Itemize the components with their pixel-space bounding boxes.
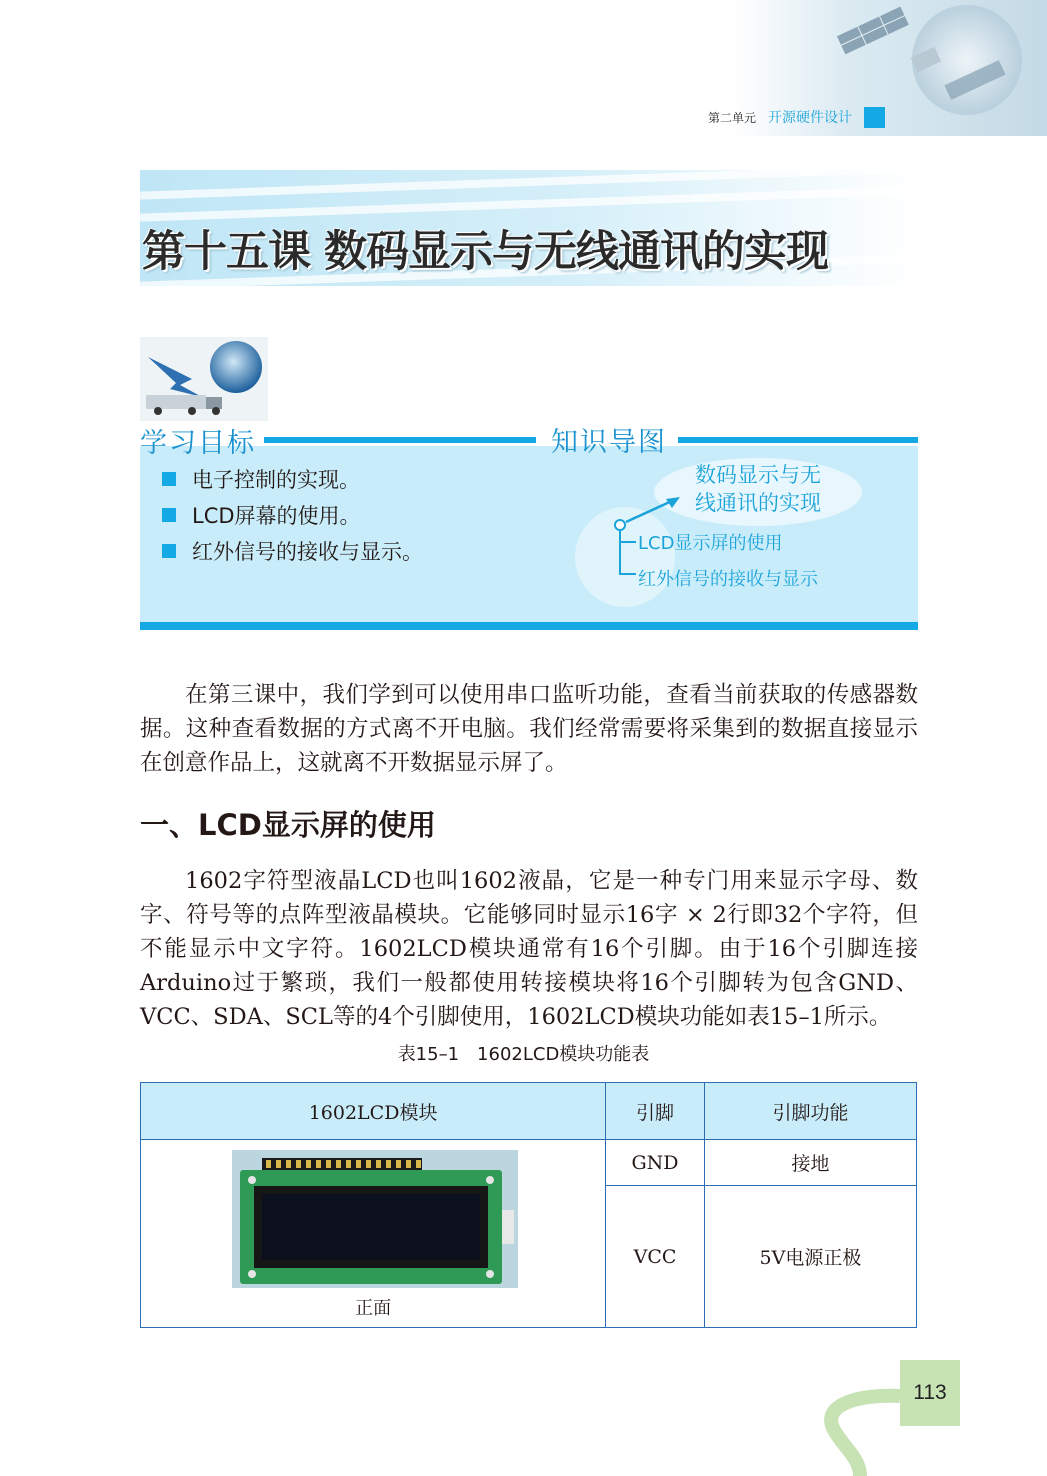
- mindmap-branch-2: 红外信号的接收与显示: [638, 569, 818, 590]
- lcd-function-table: [140, 1082, 918, 1329]
- objectives-label: 学习目标: [140, 428, 256, 459]
- table-header-module: 1602LCD模块: [141, 1083, 606, 1140]
- section-heading-lcd: 一、LCD显示屏的使用: [140, 808, 436, 842]
- lesson-banner: [140, 170, 918, 286]
- square-bullet-icon: [162, 472, 176, 486]
- table-header-pin: 引脚: [606, 1083, 705, 1140]
- pin-cell: GND: [606, 1140, 705, 1186]
- intro-paragraph: 在第三课中，我们学到可以使用串口监听功能，查看当前获取的传感器数据。这种查看数据的方式离不开电脑。我们经常需要将采集到的数据直接显示在创意作品上，这就离不开数据显示屏了。: [140, 682, 918, 776]
- objective-text: 电子控制的实现。: [192, 468, 360, 492]
- photo-caption: 正面: [355, 1298, 392, 1319]
- mindmap-center-line1: 数码显示与无: [695, 463, 821, 487]
- page-number: 113: [900, 1360, 960, 1426]
- running-head: [708, 106, 885, 128]
- objective-item: [162, 536, 423, 566]
- objective-item: [162, 500, 361, 530]
- running-head-square: [864, 107, 885, 128]
- table-caption: 表15–1 1602LCD模块功能表: [397, 1044, 650, 1065]
- unit-label: 第二单元: [707, 110, 756, 125]
- mindmap-center-line2: 线通讯的实现: [695, 491, 821, 515]
- module-photo-cell: [141, 1140, 606, 1328]
- square-bullet-icon: [162, 508, 176, 522]
- knowledge-mindmap: [570, 452, 870, 622]
- panel-bottom-bar: [140, 622, 918, 630]
- knowledge-map-label: 知识导图: [551, 427, 667, 458]
- lcd-paragraph: 1602字符型液晶LCD也叫1602液晶，它是一种专门用来显示字母、数字、符号等的点阵型液晶模块。它能够同时显示16字 × 2行即32个字符，但不能显示中文字符。1602LCD模块通常有16个引脚。由于16个引脚连接Arduino过于繁琐，我们一般都使用转接模块将16个引脚转为包含GND、VCC、SDA、SCL等的4个引脚使用，1602LCD模块功能如表15–1所示。: [140, 868, 918, 1030]
- pin-cell: VCC: [606, 1186, 705, 1328]
- table-header-function: 引脚功能: [704, 1083, 916, 1140]
- objective-text: 红外信号的接收与显示。: [192, 540, 423, 564]
- logistics-globe-thumbnail: [140, 337, 268, 421]
- square-bullet-icon: [162, 544, 176, 558]
- pin-function-cell: 5V电源正极: [704, 1186, 916, 1328]
- part-title: 开源硬件设计: [768, 110, 852, 126]
- pin-function-cell: 接地: [704, 1140, 916, 1186]
- mindmap-branch-1: LCD显示屏的使用: [638, 533, 783, 554]
- objectives-rule: [264, 437, 536, 443]
- lcd1602-module-photo: [232, 1150, 518, 1288]
- lesson-title: 第十五课 数码显示与无线通讯的实现: [142, 227, 828, 277]
- knowledge-map-rule: [678, 437, 918, 443]
- objective-text: LCD屏幕的使用。: [192, 504, 361, 528]
- objective-item: [162, 464, 360, 494]
